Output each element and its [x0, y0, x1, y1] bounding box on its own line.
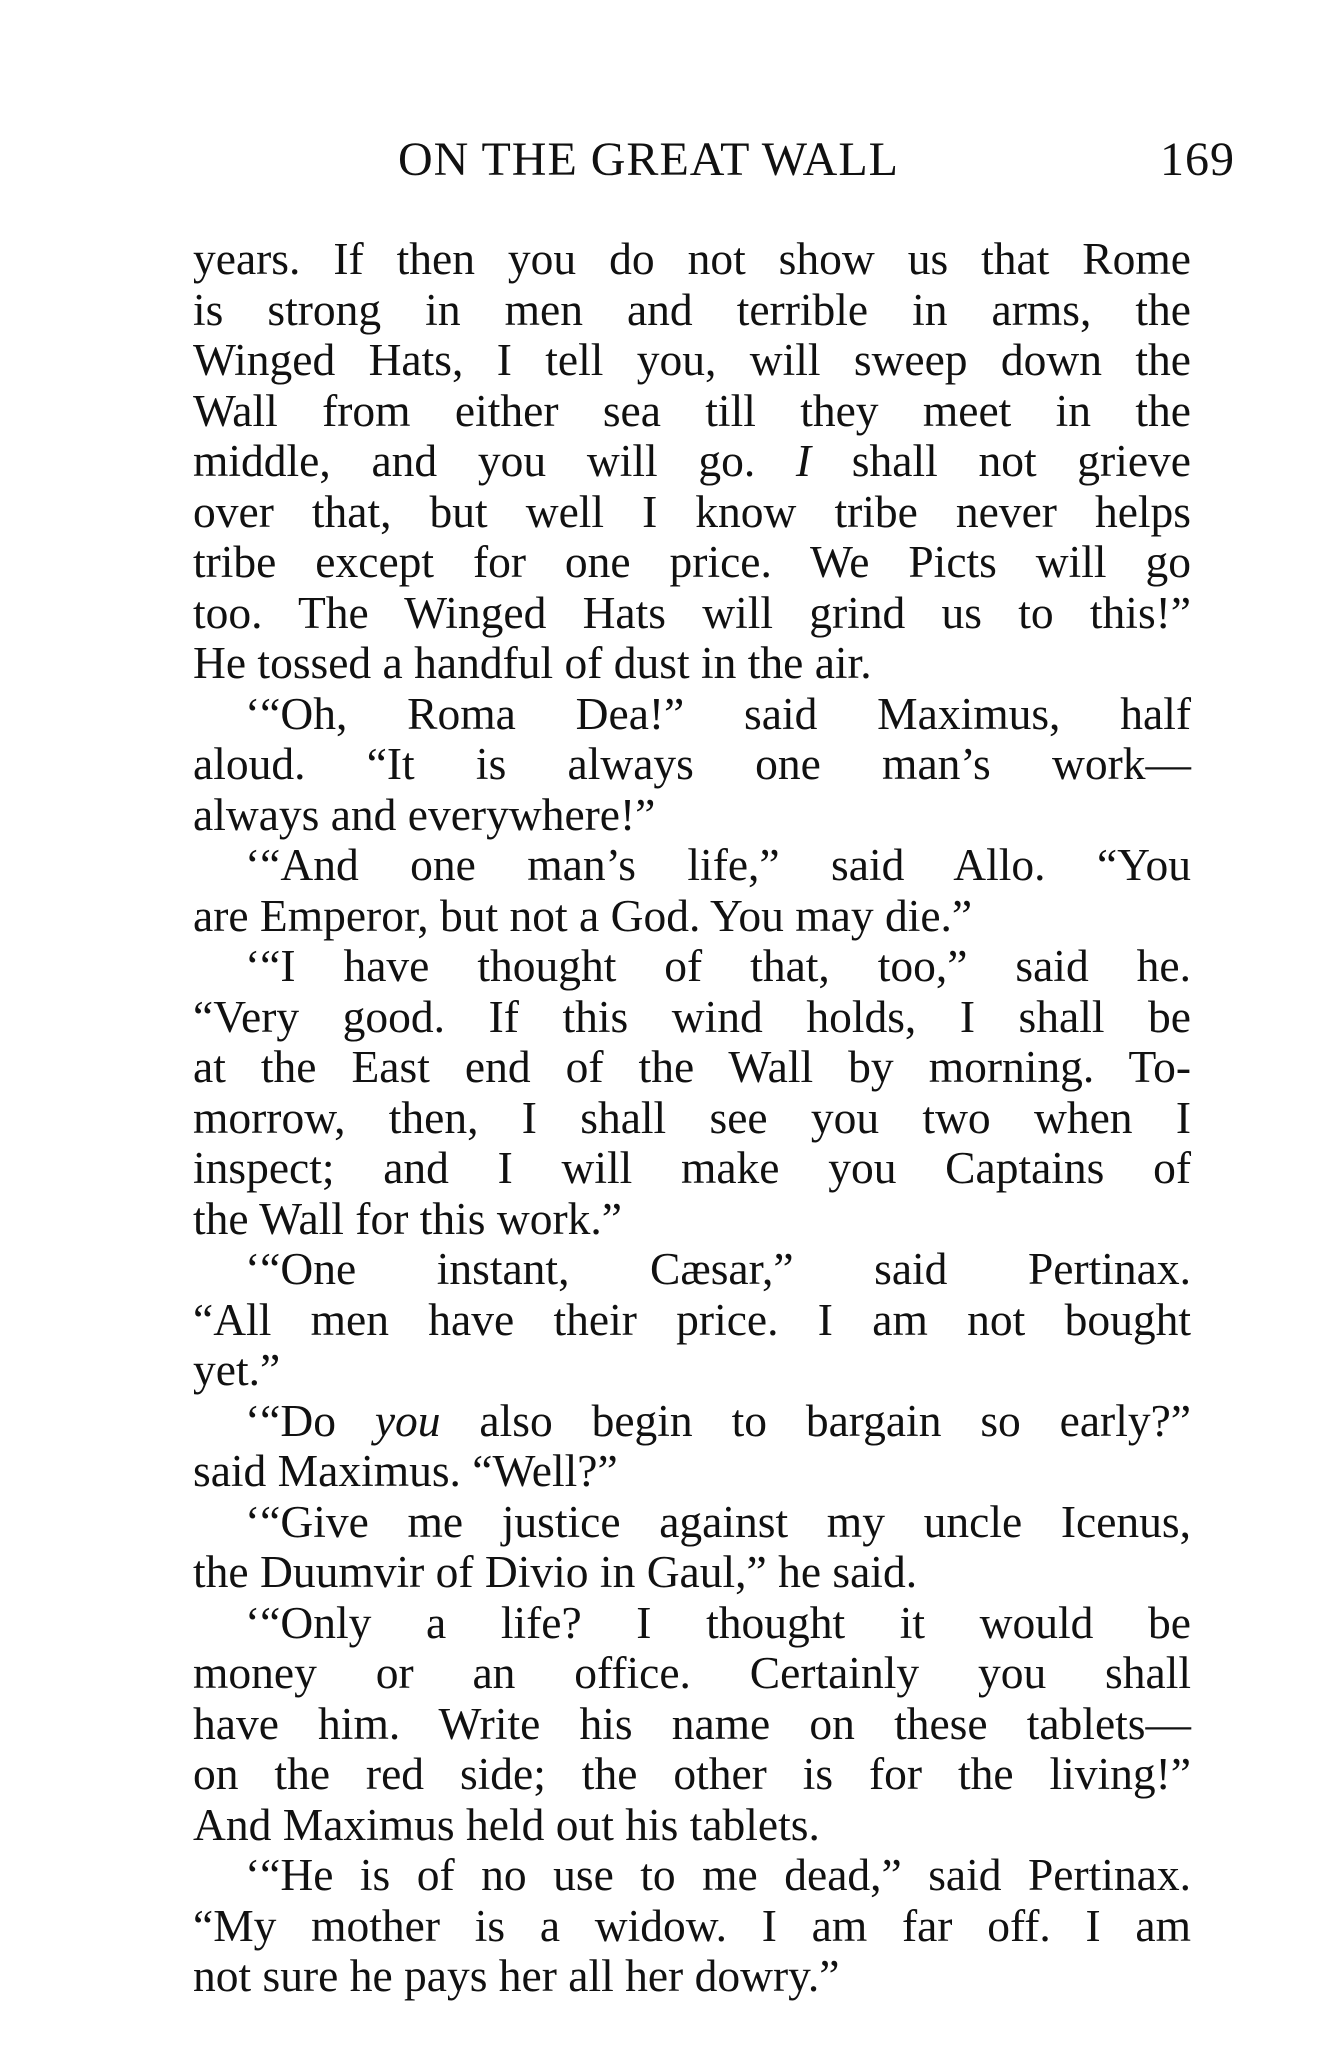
text-segment: over that, but well I know tribe never helps — [193, 485, 1191, 537]
text-segment: too. The Winged Hats will grind us to this!” — [193, 586, 1191, 638]
text-segment: ‘“Give me justice against my uncle Icenus, — [245, 1495, 1191, 1547]
text-line — [193, 638, 1191, 689]
text-line — [193, 234, 1191, 285]
text-line — [193, 1093, 1191, 1144]
page-number: 169 — [1160, 133, 1235, 186]
text-line — [193, 1295, 1191, 1346]
text-segment: on the red side; the other is for the living!” — [193, 1748, 1191, 1799]
running-title: ON THE GREAT WALL — [398, 133, 899, 186]
text-line — [193, 1042, 1191, 1093]
text-segment: “My mother is a widow. I am far off. I am — [193, 1899, 1191, 1951]
text-segment: ‘“I have thought of that, too,” said he. — [245, 940, 1191, 991]
text-segment: “All men have their price. I am not bought — [193, 1293, 1191, 1345]
text-segment: said Maximus. “Well?” — [193, 1445, 618, 1496]
text-line — [193, 992, 1191, 1043]
text-line — [193, 689, 1191, 740]
text-line — [193, 1699, 1191, 1750]
text-segment: Wall from either sea till they meet in the — [193, 384, 1191, 436]
text-line — [193, 790, 1191, 841]
text-line — [193, 1345, 1191, 1396]
text-segment: morrow, then, I shall see you two when I — [193, 1091, 1191, 1143]
running-head — [398, 130, 1235, 190]
text-segment: ‘“Do — [245, 1394, 375, 1446]
text-line — [193, 1396, 1191, 1447]
text-segment: yet.” — [193, 1344, 281, 1395]
text-line — [193, 1850, 1191, 1901]
text-line — [193, 1951, 1191, 2002]
body-text — [193, 234, 1191, 2002]
text-line — [193, 285, 1191, 336]
text-line — [193, 588, 1191, 639]
text-line — [193, 891, 1191, 942]
text-line — [193, 1547, 1191, 1598]
text-line — [193, 1497, 1191, 1548]
italic-text: you — [374, 1394, 441, 1446]
text-line — [193, 1648, 1191, 1699]
text-segment: the Duumvir of Divio in Gaul,” he said. — [193, 1546, 918, 1597]
text-line — [193, 739, 1191, 790]
text-segment: have him. Write his name on these tablets— — [193, 1697, 1191, 1749]
text-segment: at the East end of the Wall by morning. To- — [193, 1041, 1191, 1092]
text-segment: ‘“One instant, Cæsar,” said Pertinax. — [245, 1243, 1191, 1294]
text-segment: years. If then you do not show us that Rome — [193, 233, 1191, 284]
text-line — [193, 1800, 1191, 1851]
text-segment: Winged Hats, I tell you, will sweep down the — [193, 334, 1191, 385]
text-line — [193, 436, 1191, 487]
text-line — [193, 1446, 1191, 1497]
text-segment: middle, and you will go. — [193, 435, 796, 486]
text-segment: are Emperor, but not a God. You may die.” — [193, 889, 973, 941]
text-line — [193, 1901, 1191, 1952]
text-segment: also begin to bargain so early?” — [440, 1394, 1191, 1446]
text-segment: ‘“Oh, Roma Dea!” said Maximus, half — [245, 687, 1191, 739]
text-segment: aloud. “It is always one man’s work— — [193, 738, 1191, 789]
text-segment: not sure he pays her all her dowry.” — [193, 1950, 840, 2001]
text-segment: is strong in men and terrible in arms, the — [193, 283, 1191, 335]
text-segment: ‘“And one man’s life,” said Allo. “You — [245, 839, 1191, 890]
text-segment: money or an office. Certainly you shall — [193, 1647, 1191, 1698]
text-segment: He tossed a handful of dust in the air. — [193, 637, 872, 688]
text-segment: shall not grieve — [811, 435, 1191, 486]
text-segment: And Maximus held out his tablets. — [193, 1798, 820, 1850]
text-line — [193, 487, 1191, 538]
text-segment: tribe except for one price. We Picts will go — [193, 536, 1191, 587]
text-line — [193, 1749, 1191, 1800]
text-segment: always and everywhere!” — [193, 788, 656, 840]
text-line — [193, 1244, 1191, 1295]
text-segment: ‘“Only a life? I thought it would be — [245, 1596, 1191, 1648]
text-segment: the Wall for this work.” — [193, 1192, 622, 1244]
text-line — [193, 335, 1191, 386]
text-line — [193, 840, 1191, 891]
text-line — [193, 386, 1191, 437]
text-segment: inspect; and I will make you Captains of — [193, 1142, 1191, 1193]
text-line — [193, 1194, 1191, 1245]
text-segment: ‘“He is of no use to me dead,” said Pertinax. — [245, 1849, 1191, 1900]
italic-text: I — [795, 435, 812, 486]
text-segment: “Very good. If this wind holds, I shall be — [193, 990, 1191, 1042]
text-line — [193, 1598, 1191, 1649]
text-line — [193, 1143, 1191, 1194]
text-line — [193, 537, 1191, 588]
text-line — [193, 941, 1191, 992]
